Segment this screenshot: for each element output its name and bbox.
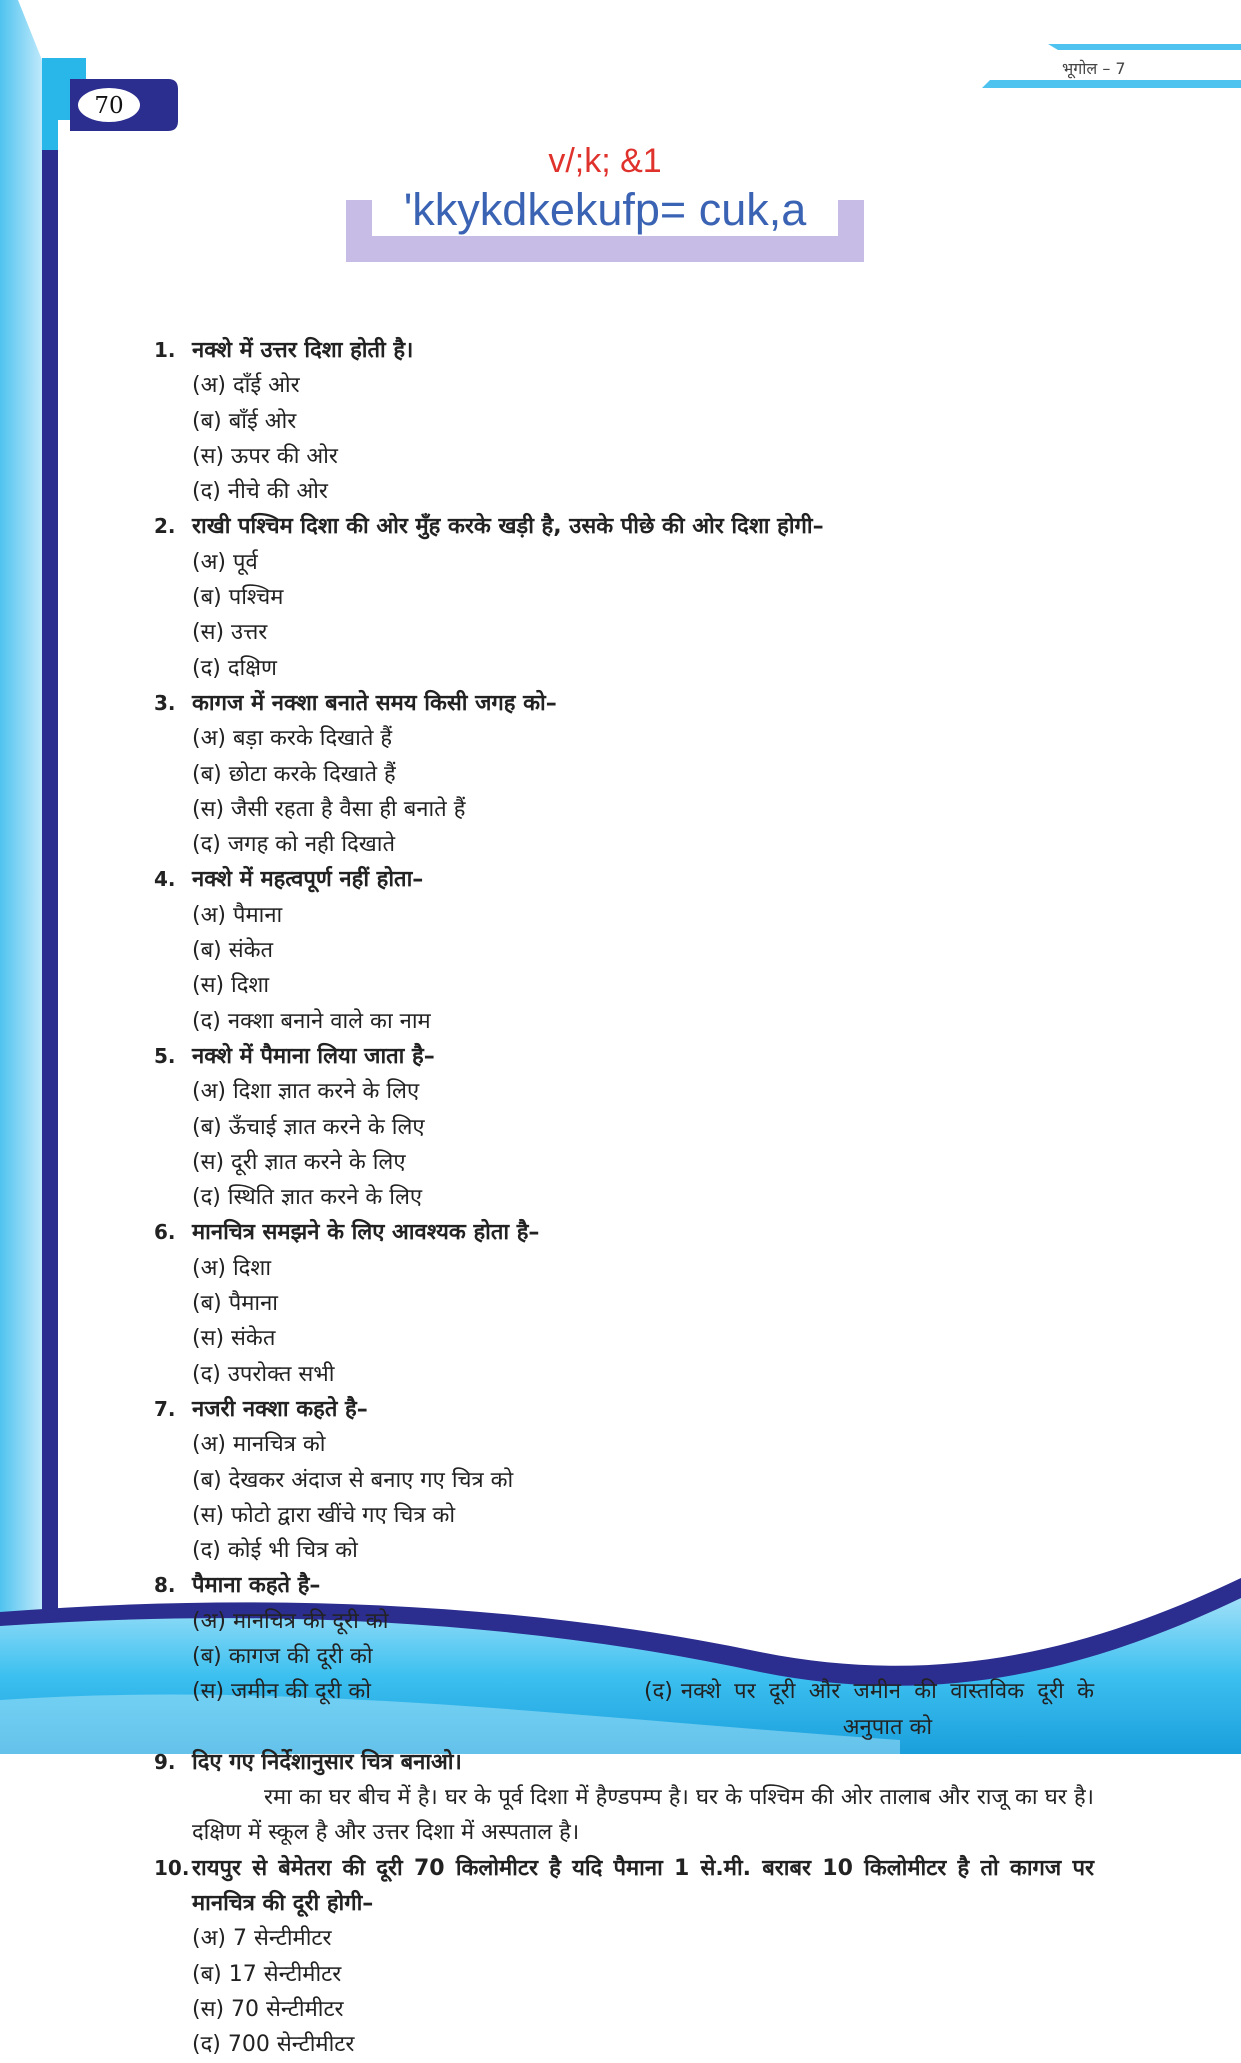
option xyxy=(192,474,644,509)
option xyxy=(192,1604,644,1639)
question-number: 2. xyxy=(154,514,176,539)
option xyxy=(192,545,644,580)
option-text: बड़ा करके दिखाते हैं xyxy=(232,726,393,752)
option xyxy=(192,439,644,474)
option-key: (ब) xyxy=(192,408,222,434)
question-9 xyxy=(154,1745,1094,1780)
option-text: फोटो द्वारा खींचे गए चित्र को xyxy=(231,1502,456,1528)
option xyxy=(192,368,644,403)
option-key: (अ) xyxy=(192,1608,226,1634)
option-text: 70 सेन्टीमीटर xyxy=(231,1996,344,2022)
question-text: रायपुर से बेमेतरा की दूरी 70 किलोमीटर है यदि पैमाना 1 से.मी. बराबर 10 किलोमीटर है तो कागज पर मानचित्र की दूरी होगी– xyxy=(192,1855,1094,1917)
chapter-heading xyxy=(346,140,864,262)
question-text: मानचित्र समझने के लिए आवश्यक होता है– xyxy=(192,1220,540,1246)
question-text: नक्शे में महत्वपूर्ण नहीं होता– xyxy=(192,867,424,893)
options-4 xyxy=(154,898,1094,1039)
option-key: (स) xyxy=(192,1149,225,1175)
option-text: संकेत xyxy=(228,938,274,964)
option-key: (अ) xyxy=(192,1255,226,1281)
question-number: 1. xyxy=(154,338,176,362)
question-6 xyxy=(154,1215,1094,1250)
question-text: नक्शे में उत्तर दिशा होती है। xyxy=(192,338,414,363)
option xyxy=(192,1286,644,1321)
page-number: 70 xyxy=(94,93,124,119)
option xyxy=(192,1921,644,1956)
question-number: 5. xyxy=(154,1043,176,1068)
option-text: बाँई ओर xyxy=(228,408,297,434)
subject-label: भूगोल – 7 xyxy=(1062,59,1126,78)
option xyxy=(192,1004,644,1039)
option-key: (स) xyxy=(192,973,225,999)
option xyxy=(192,1498,644,1533)
option-key: (ब) xyxy=(192,938,222,964)
option xyxy=(192,1639,644,1674)
option-text: नक्शे पर दूरी और जमीन की वास्तविक दूरी के अनुपात को xyxy=(680,1679,1094,1740)
option xyxy=(192,1357,644,1392)
option-text: नक्शा बनाने वाले का नाम xyxy=(227,1008,431,1034)
question-list xyxy=(154,333,1094,2063)
option-text: मानचित्र की दूरी को xyxy=(232,1608,389,1634)
option xyxy=(192,721,644,756)
option-key: (स) xyxy=(192,443,225,469)
question-9-paragraph xyxy=(154,1780,1094,1851)
option-key: (ब) xyxy=(192,585,222,611)
option xyxy=(644,1674,1094,1745)
question-text: पैमाना कहते है– xyxy=(192,1573,321,1599)
option-text: मानचित्र को xyxy=(232,1432,326,1458)
question-5 xyxy=(154,1039,1094,1074)
options-7 xyxy=(154,1427,1094,1568)
question-number: 10. xyxy=(154,1855,190,1880)
option xyxy=(192,615,644,650)
option xyxy=(192,1957,644,1992)
option xyxy=(192,1321,644,1356)
chapter-title: 'kkykdkekufp= cuk,a xyxy=(403,184,807,235)
option xyxy=(192,933,644,968)
option xyxy=(192,1180,644,1215)
question-4 xyxy=(154,862,1094,897)
option-key: (द) xyxy=(192,1538,221,1564)
option xyxy=(192,1110,644,1145)
option-text: स्थिति ज्ञात करने के लिए xyxy=(227,1185,423,1211)
option-key: (द) xyxy=(644,1679,673,1705)
option xyxy=(192,1074,644,1109)
option xyxy=(192,968,644,1003)
option xyxy=(192,1251,644,1286)
option xyxy=(192,757,644,792)
option-key: (ब) xyxy=(192,1291,222,1317)
option-key: (द) xyxy=(192,1185,221,1211)
option-key: (द) xyxy=(192,1361,221,1387)
option xyxy=(192,580,644,615)
option xyxy=(192,1427,644,1462)
chapter-number: v/;k; &1 xyxy=(548,142,662,180)
option-text: कोई भी चित्र को xyxy=(227,1538,358,1564)
option-key: (ब) xyxy=(192,1114,222,1140)
option-text: नीचे की ओर xyxy=(227,479,328,505)
option xyxy=(192,1533,644,1568)
option-key: (अ) xyxy=(192,549,226,575)
question-8 xyxy=(154,1568,1094,1603)
option xyxy=(192,1463,644,1498)
question-number: 9. xyxy=(154,1749,176,1774)
option-key: (ब) xyxy=(192,1467,222,1493)
option-key: (स) xyxy=(192,620,225,646)
option-key: (स) xyxy=(192,1679,225,1705)
question-text: नजरी नक्शा कहते है– xyxy=(192,1396,368,1422)
option-text: पैमाना xyxy=(228,1291,278,1317)
option-text: उत्तर xyxy=(231,620,268,646)
option-key: (ब) xyxy=(192,761,222,787)
options-10 xyxy=(154,1921,1094,2062)
option-text: ऊँचाई ज्ञात करने के लिए xyxy=(228,1114,425,1140)
options-8 xyxy=(154,1604,1094,1745)
question-number: 4. xyxy=(154,867,176,892)
option-text: देखकर अंदाज से बनाए गए चित्र को xyxy=(228,1467,514,1493)
option xyxy=(192,792,644,827)
option-text: जैसी रहता है वैसा ही बनाते हैं xyxy=(231,796,466,822)
option-text: दक्षिण xyxy=(227,655,277,681)
option-text: दूरी ज्ञात करने के लिए xyxy=(231,1149,406,1175)
option-text: 7 सेन्टीमीटर xyxy=(232,1926,332,1952)
option-key: (द) xyxy=(192,479,221,505)
option-key: (अ) xyxy=(192,373,226,399)
option xyxy=(192,404,644,439)
option-key: (अ) xyxy=(192,726,226,752)
options-3 xyxy=(154,721,1094,862)
option-text: दिशा xyxy=(232,1255,272,1281)
options-5 xyxy=(154,1074,1094,1215)
option-text: ऊपर की ओर xyxy=(231,443,338,469)
question-2 xyxy=(154,509,1094,544)
question-10 xyxy=(154,1851,1094,1922)
options-6 xyxy=(154,1251,1094,1392)
option xyxy=(192,898,644,933)
option-text: छोटा करके दिखाते हैं xyxy=(228,761,396,787)
option-text: पैमाना xyxy=(232,902,283,928)
question-number: 6. xyxy=(154,1220,176,1245)
option-key: (अ) xyxy=(192,1926,226,1952)
option-text: जगह को नही दिखाते xyxy=(227,832,396,858)
question-7 xyxy=(154,1392,1094,1427)
option-key: (ब) xyxy=(192,1643,222,1669)
option-key: (ब) xyxy=(192,1961,222,1987)
option-text: संकेत xyxy=(231,1326,276,1352)
option-text: कागज की दूरी को xyxy=(228,1643,373,1669)
option-key: (अ) xyxy=(192,902,226,928)
question-text: कागज में नक्शा बनाते समय किसी जगह को– xyxy=(192,690,557,716)
option-key: (द) xyxy=(192,655,221,681)
option-text: पूर्व xyxy=(232,549,258,575)
option-key: (स) xyxy=(192,1502,225,1528)
option-key: (स) xyxy=(192,1326,225,1352)
option xyxy=(192,827,644,862)
option-key: (द) xyxy=(192,2032,221,2058)
question-number: 3. xyxy=(154,690,176,715)
option xyxy=(192,1674,644,1745)
option xyxy=(192,1992,644,2027)
question-3 xyxy=(154,686,1094,721)
options-1 xyxy=(154,368,1094,509)
question-1 xyxy=(154,333,1094,368)
option-text: 17 सेन्टीमीटर xyxy=(228,1961,342,1987)
paragraph-text: रमा का घर बीच में है। घर के पूर्व दिशा में हैण्डपम्प है। घर के पश्चिम की ओर तालाब और राजू का घर है। दक्षिण में स्कूल है और उत्तर दिशा में अस्पताल है। xyxy=(192,1785,1094,1846)
option-text: दिशा ज्ञात करने के लिए xyxy=(232,1079,420,1105)
option-text: उपरोक्त सभी xyxy=(227,1361,335,1387)
option-text: 700 सेन्टीमीटर xyxy=(227,2032,355,2058)
option-text: जमीन की दूरी को xyxy=(231,1679,371,1705)
option-key: (अ) xyxy=(192,1079,226,1105)
question-text: राखी पश्चिम दिशा की ओर मुँह करके खड़ी है, उसके पीछे की ओर दिशा होगी– xyxy=(192,514,824,540)
option-text: दिशा xyxy=(231,973,270,999)
question-number: 8. xyxy=(154,1573,176,1598)
option-key: (स) xyxy=(192,1996,225,2022)
option xyxy=(192,651,644,686)
options-2 xyxy=(154,545,1094,686)
option-text: दाँई ओर xyxy=(232,373,300,399)
question-number: 7. xyxy=(154,1396,176,1421)
option-key: (द) xyxy=(192,1008,221,1034)
option xyxy=(192,1145,644,1180)
option-text: पश्चिम xyxy=(228,585,284,611)
question-text: नक्शे में पैमाना लिया जाता है– xyxy=(192,1043,435,1069)
option-key: (द) xyxy=(192,832,221,858)
option xyxy=(192,2027,644,2062)
option-key: (अ) xyxy=(192,1432,226,1458)
option-key: (स) xyxy=(192,796,225,822)
question-text: दिए गए निर्देशानुसार चित्र बनाओ। xyxy=(192,1749,462,1775)
